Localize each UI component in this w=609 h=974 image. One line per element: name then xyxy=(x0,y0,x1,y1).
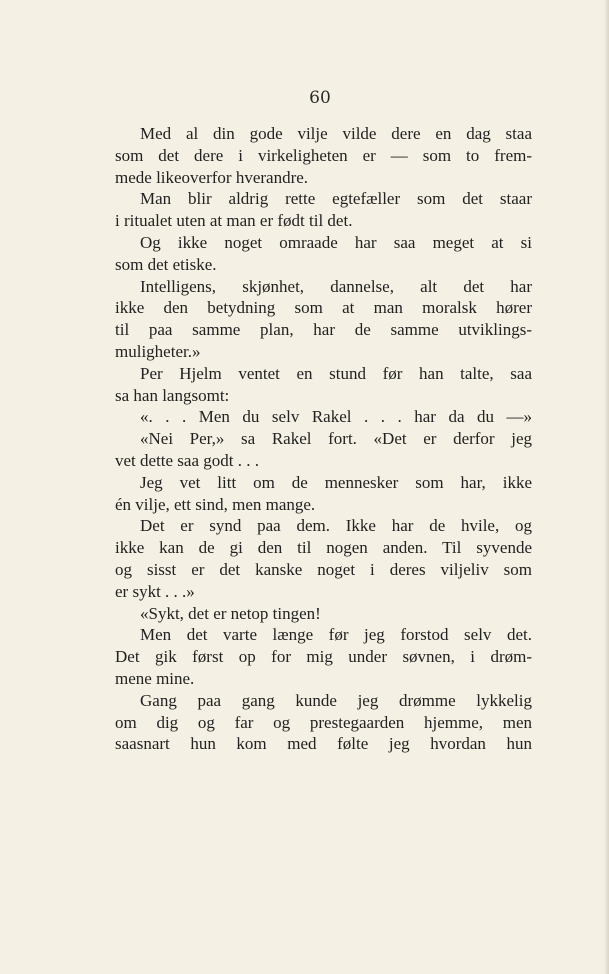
text-line: «Nei Per,» sa Rakel fort. «Det er derfor jeg xyxy=(140,429,532,449)
page-edge-shadow xyxy=(604,0,609,974)
text-line: om dig og far og prestegaarden hjemme, men xyxy=(115,712,532,732)
page-number: 60 xyxy=(309,88,331,108)
text-line: Med al din gode vilje vilde dere en dag staa xyxy=(140,124,532,143)
body-text xyxy=(115,123,532,755)
text-line: muligheter.» xyxy=(115,341,201,361)
text-line: Intelligens, skjønhet, dannelse, alt det har xyxy=(140,276,532,296)
text-line: mede likeoverfor hverandre. xyxy=(115,167,309,187)
text-line: «. . . Men du selv Rakel . . . har da du —» xyxy=(140,407,532,427)
text-line: Gang paa gang kunde jeg drømme lykkelig xyxy=(140,690,532,710)
text-line: «Sykt, det er netop tingen! xyxy=(140,603,321,623)
text-line: Man blir aldrig rette egtefæller som det staar xyxy=(140,189,532,209)
text-line: Og ikke noget omraade har saa meget at si xyxy=(140,232,532,252)
text-line: Jeg vet litt om de mennesker som har, ikke xyxy=(140,472,532,492)
text-line: mene mine. xyxy=(115,668,195,688)
text-line: ikke kan de gi den til nogen anden. Til syvende xyxy=(115,538,532,558)
text-line: og sisst er det kanske noget i deres viljeliv som xyxy=(115,559,532,579)
text-line: én vilje, ett sind, men mange. xyxy=(115,494,316,514)
text-line: Det gik først op for mig under søvnen, i drøm- xyxy=(115,647,532,667)
text-line: til paa samme plan, har de samme utviklings- xyxy=(115,320,532,340)
text-line: sa han langsomt: xyxy=(115,385,230,405)
text-line: Det er synd paa dem. Ikke har de hvile, og xyxy=(140,516,532,536)
text-line: som det etiske. xyxy=(115,254,217,274)
text-line: Per Hjelm ventet en stund før han talte, saa xyxy=(140,363,532,383)
text-line: vet dette saa godt . . . xyxy=(115,450,259,470)
text-line: ikke den betydning som at man moralsk hører xyxy=(115,298,532,318)
text-line: i ritualet uten at man er født til det. xyxy=(115,211,353,231)
text-line: som det dere i virkeligheten er — som to frem- xyxy=(115,145,532,165)
text-line: Men det varte længe før jeg forstod selv det. xyxy=(140,625,532,645)
text-line: er sykt . . .» xyxy=(115,581,195,601)
text-line: saasnart hun kom med følte jeg hvordan hun xyxy=(115,734,532,754)
